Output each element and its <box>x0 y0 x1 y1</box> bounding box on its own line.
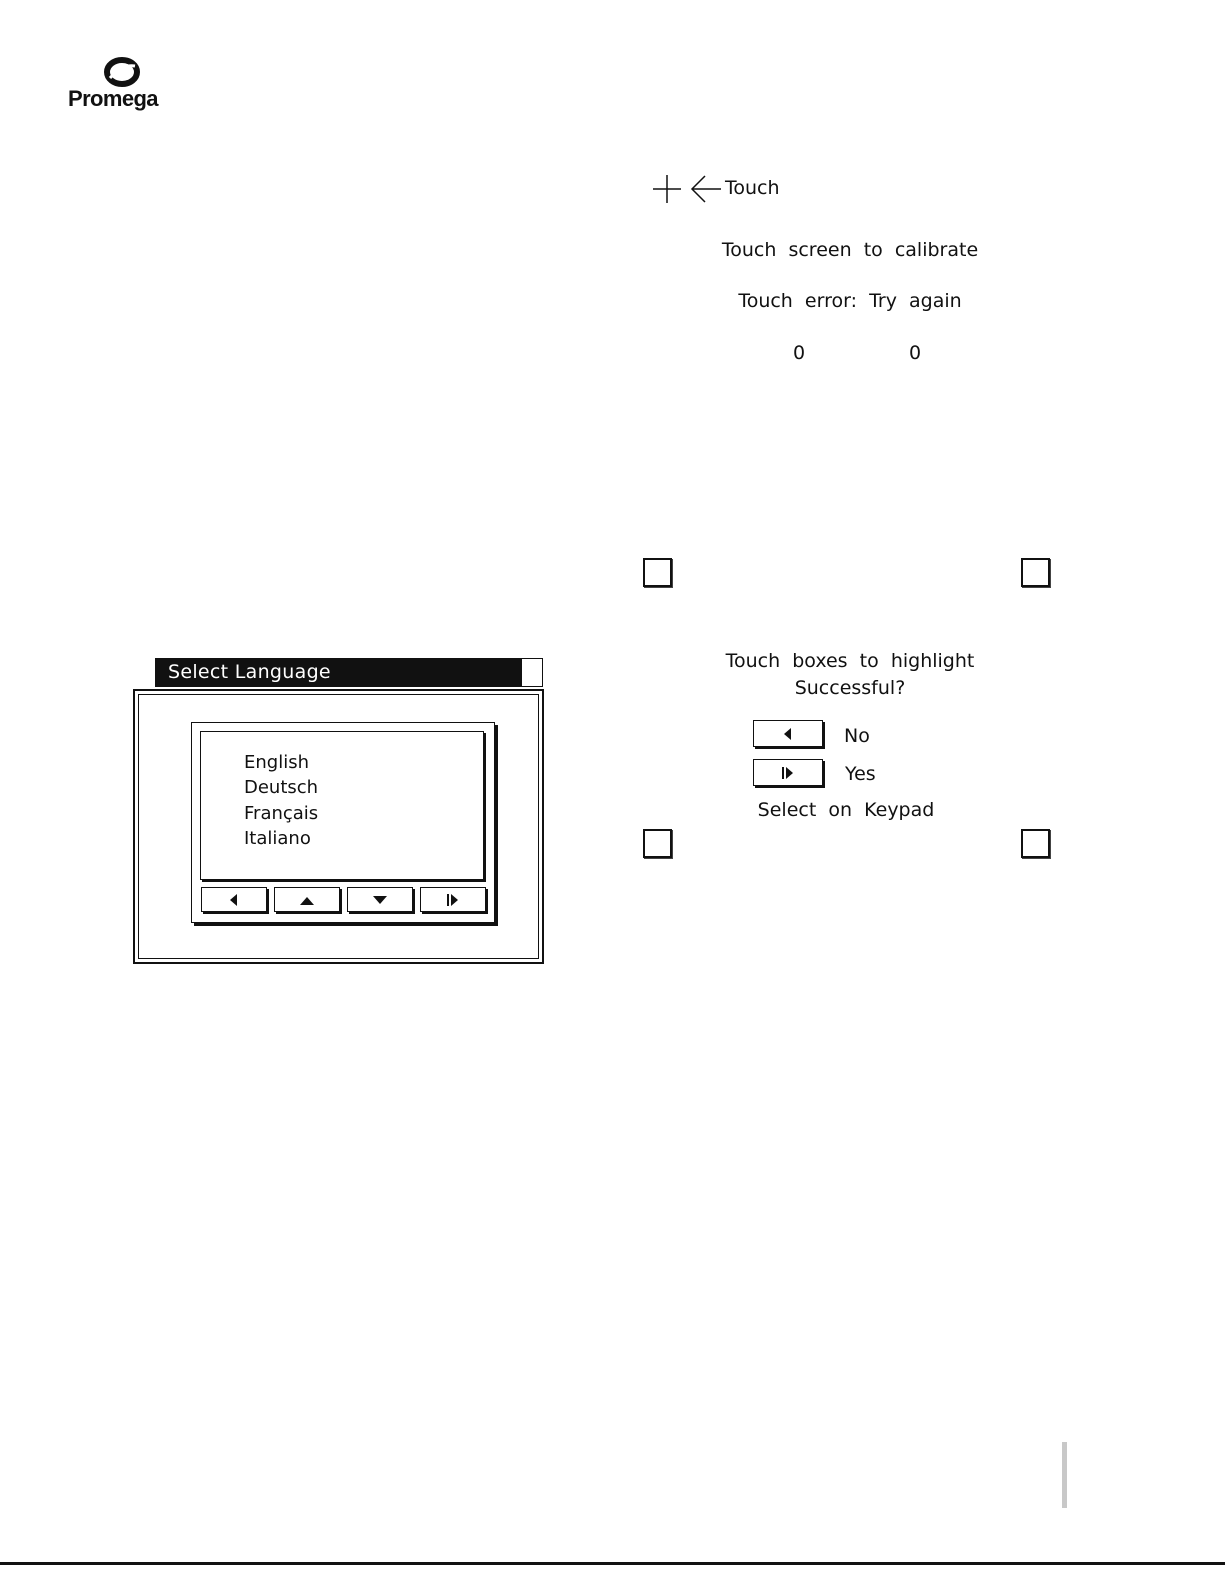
success-question: Successful? <box>794 677 906 699</box>
back-key[interactable] <box>201 887 267 912</box>
calibrate-instruction: Touch screen to calibrate <box>721 239 979 261</box>
language-item-english[interactable]: English <box>244 752 309 773</box>
language-list <box>200 731 484 880</box>
page-side-bar <box>1062 1442 1067 1508</box>
keypad-hint: Select on Keypad <box>757 799 935 821</box>
left-arrow-icon <box>692 176 721 202</box>
language-screen-title: Select Language <box>168 661 331 683</box>
calibration-box-bottom-right[interactable] <box>1021 829 1050 858</box>
title-bar-corner-box <box>520 659 542 686</box>
no-label: No <box>844 725 870 747</box>
down-key[interactable] <box>347 887 413 912</box>
touch-error-message: Touch error: Try again <box>738 290 962 312</box>
enter-key[interactable] <box>420 887 486 912</box>
calibration-box-top-left[interactable] <box>643 558 672 587</box>
promega-swirl-icon <box>102 56 142 88</box>
promega-logo <box>68 56 180 120</box>
calibration-box-top-right[interactable] <box>1021 558 1050 587</box>
coordinate-y: 0 <box>909 342 922 364</box>
language-panel <box>191 722 495 923</box>
enter-triangle-icon <box>780 766 796 780</box>
back-triangle-icon <box>227 893 241 907</box>
language-title-bar <box>155 658 543 687</box>
up-key[interactable] <box>274 887 340 912</box>
highlight-prompt: Touch boxes to highlight <box>725 650 975 672</box>
brand-name: Promega <box>68 86 158 111</box>
language-item-italiano[interactable]: Italiano <box>244 828 311 849</box>
enter-triangle-icon <box>445 893 461 907</box>
yes-key[interactable] <box>753 759 823 786</box>
crosshair-icon <box>653 175 681 203</box>
crosshair-arrow-graphic <box>651 174 723 204</box>
no-key[interactable] <box>753 720 823 747</box>
touch-label: Touch <box>725 177 780 199</box>
up-triangle-icon <box>298 894 316 906</box>
yes-label: Yes <box>845 763 876 785</box>
language-item-deutsch[interactable]: Deutsch <box>244 777 319 798</box>
language-item-francais[interactable]: Français <box>244 803 319 824</box>
calibration-box-bottom-left[interactable] <box>643 829 672 858</box>
down-triangle-icon <box>371 894 389 906</box>
page-bottom-rule <box>0 1562 1225 1565</box>
back-triangle-icon <box>781 727 795 741</box>
coordinate-x: 0 <box>793 342 806 364</box>
